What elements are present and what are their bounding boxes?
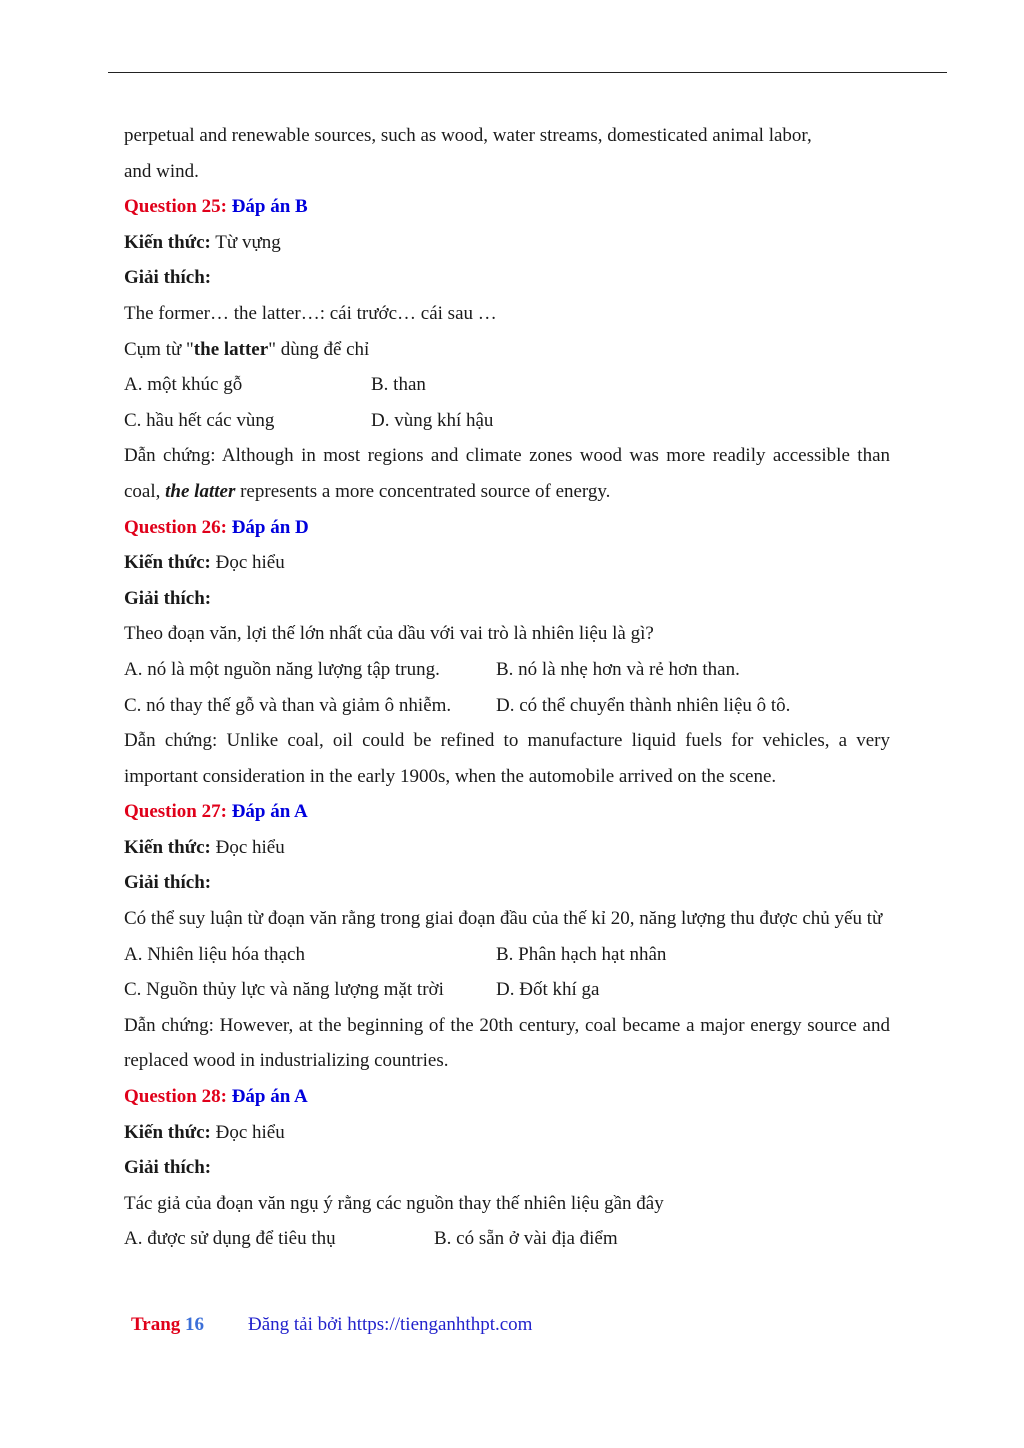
question-26 xyxy=(124,510,890,795)
document-body xyxy=(124,118,890,1257)
intro-paragraph xyxy=(124,118,890,189)
explain-text: The former… the latter…: cái trước… cái sau … xyxy=(124,302,497,324)
question-27 xyxy=(124,794,890,1079)
options-row xyxy=(124,972,890,1008)
uploaded-by-link[interactable]: Đăng tải bởi https://tienganhthpt.com xyxy=(248,1314,533,1335)
option-d: D. Đốt khí ga xyxy=(496,979,600,1001)
question-label: Question 28: xyxy=(124,1086,227,1108)
knowledge-line xyxy=(124,545,890,581)
option-b: B. nó là nhẹ hơn và rẻ hơn than. xyxy=(496,658,740,680)
page-footer xyxy=(131,1314,533,1336)
question-28 xyxy=(124,1079,890,1257)
knowledge-label: Kiến thức: xyxy=(124,836,211,858)
header-rule xyxy=(108,72,947,73)
evidence-paragraph: Dẫn chứng: Unlike coal, oil could be refined to manufacture liquid fuels for vehicles, a very important consideration in the early 1900s, when the automobile arrived on the scene. xyxy=(124,730,890,787)
options-row xyxy=(124,367,890,403)
question-heading xyxy=(124,794,890,830)
answer-key: Đáp án B xyxy=(231,196,308,218)
knowledge-value: Đọc hiểu xyxy=(215,836,285,858)
explain-label: Giải thích: xyxy=(124,267,212,289)
option-c: C. Nguồn thủy lực và năng lượng mặt trời xyxy=(124,979,444,1001)
option-c: C. hầu hết các vùng xyxy=(124,409,275,431)
option-b: B. có sẵn ở vài địa điểm xyxy=(434,1228,618,1250)
intro-line: perpetual and renewable sources, such as wood, water streams, domesticated animal labor, xyxy=(124,125,812,146)
question-heading xyxy=(124,1079,890,1115)
explain-label: Giải thích: xyxy=(124,587,212,609)
intro-line: and wind. xyxy=(124,160,199,182)
page-number: 16 xyxy=(185,1314,205,1335)
question-text: Tác giả của đoạn văn ngụ ý rằng các nguồn thay thế nhiên liệu gần đây xyxy=(124,1192,664,1214)
explain-label: Giải thích: xyxy=(124,1157,212,1179)
knowledge-line xyxy=(124,1115,890,1151)
phrase-post: " dùng để chỉ xyxy=(268,338,370,360)
question-heading xyxy=(124,189,890,225)
knowledge-label: Kiến thức: xyxy=(124,552,211,574)
page-label: Trang xyxy=(131,1314,181,1335)
answer-key: Đáp án A xyxy=(231,801,308,823)
knowledge-label: Kiến thức: xyxy=(124,1121,211,1143)
question-label: Question 25: xyxy=(124,196,227,218)
answer-key: Đáp án A xyxy=(231,1086,308,1108)
option-a: A. Nhiên liệu hóa thạch xyxy=(124,943,305,965)
phrase-pre: Cụm từ " xyxy=(124,338,194,360)
evidence-emphasis: the latter xyxy=(165,480,236,502)
knowledge-value: Đọc hiểu xyxy=(215,552,285,574)
knowledge-label: Kiến thức: xyxy=(124,231,211,253)
phrase-bold: the latter xyxy=(193,338,269,360)
option-a: A. nó là một nguồn năng lượng tập trung. xyxy=(124,658,440,680)
knowledge-value: Từ vựng xyxy=(215,231,281,253)
option-a: A. được sử dụng để tiêu thụ xyxy=(124,1228,336,1250)
option-b: B. than xyxy=(371,374,426,396)
question-label: Question 27: xyxy=(124,801,227,823)
knowledge-line xyxy=(124,830,890,866)
evidence-paragraph: Dẫn chứng: However, at the beginning of the 20th century, coal became a major energy source and replaced wood in industrializing countries. xyxy=(124,1014,890,1072)
options-row xyxy=(124,1221,890,1257)
answer-key: Đáp án D xyxy=(231,516,309,538)
option-d: D. có thể chuyển thành nhiên liệu ô tô. xyxy=(496,694,791,716)
evidence-paragraph xyxy=(124,438,890,509)
options-row xyxy=(124,688,890,724)
knowledge-line xyxy=(124,225,890,261)
evidence-text: represents a more concentrated source of energy. xyxy=(235,480,611,502)
question-label: Question 26: xyxy=(124,516,227,538)
option-d: D. vùng khí hậu xyxy=(371,409,494,431)
question-25 xyxy=(124,189,890,509)
option-b: B. Phân hạch hạt nhân xyxy=(496,943,667,965)
options-row xyxy=(124,652,890,688)
option-a: A. một khúc gỗ xyxy=(124,374,243,396)
question-text: Theo đoạn văn, lợi thế lớn nhất của dầu với vai trò là nhiên liệu là gì? xyxy=(124,623,654,645)
knowledge-value: Đọc hiểu xyxy=(215,1121,285,1143)
options-row xyxy=(124,403,890,439)
options-row xyxy=(124,937,890,973)
phrase-line xyxy=(124,332,890,368)
question-text: Có thể suy luận từ đoạn văn rằng trong giai đoạn đầu của thế kỉ 20, năng lượng thu được chủ yếu từ xyxy=(124,908,883,930)
option-c: C. nó thay thế gỗ và than và giảm ô nhiễm. xyxy=(124,694,452,716)
question-heading xyxy=(124,510,890,546)
explain-label: Giải thích: xyxy=(124,872,212,894)
evidence-text: Dẫn chứng: Although in most regions and climate zones wood was more readily accessible than coal, xyxy=(124,445,890,502)
